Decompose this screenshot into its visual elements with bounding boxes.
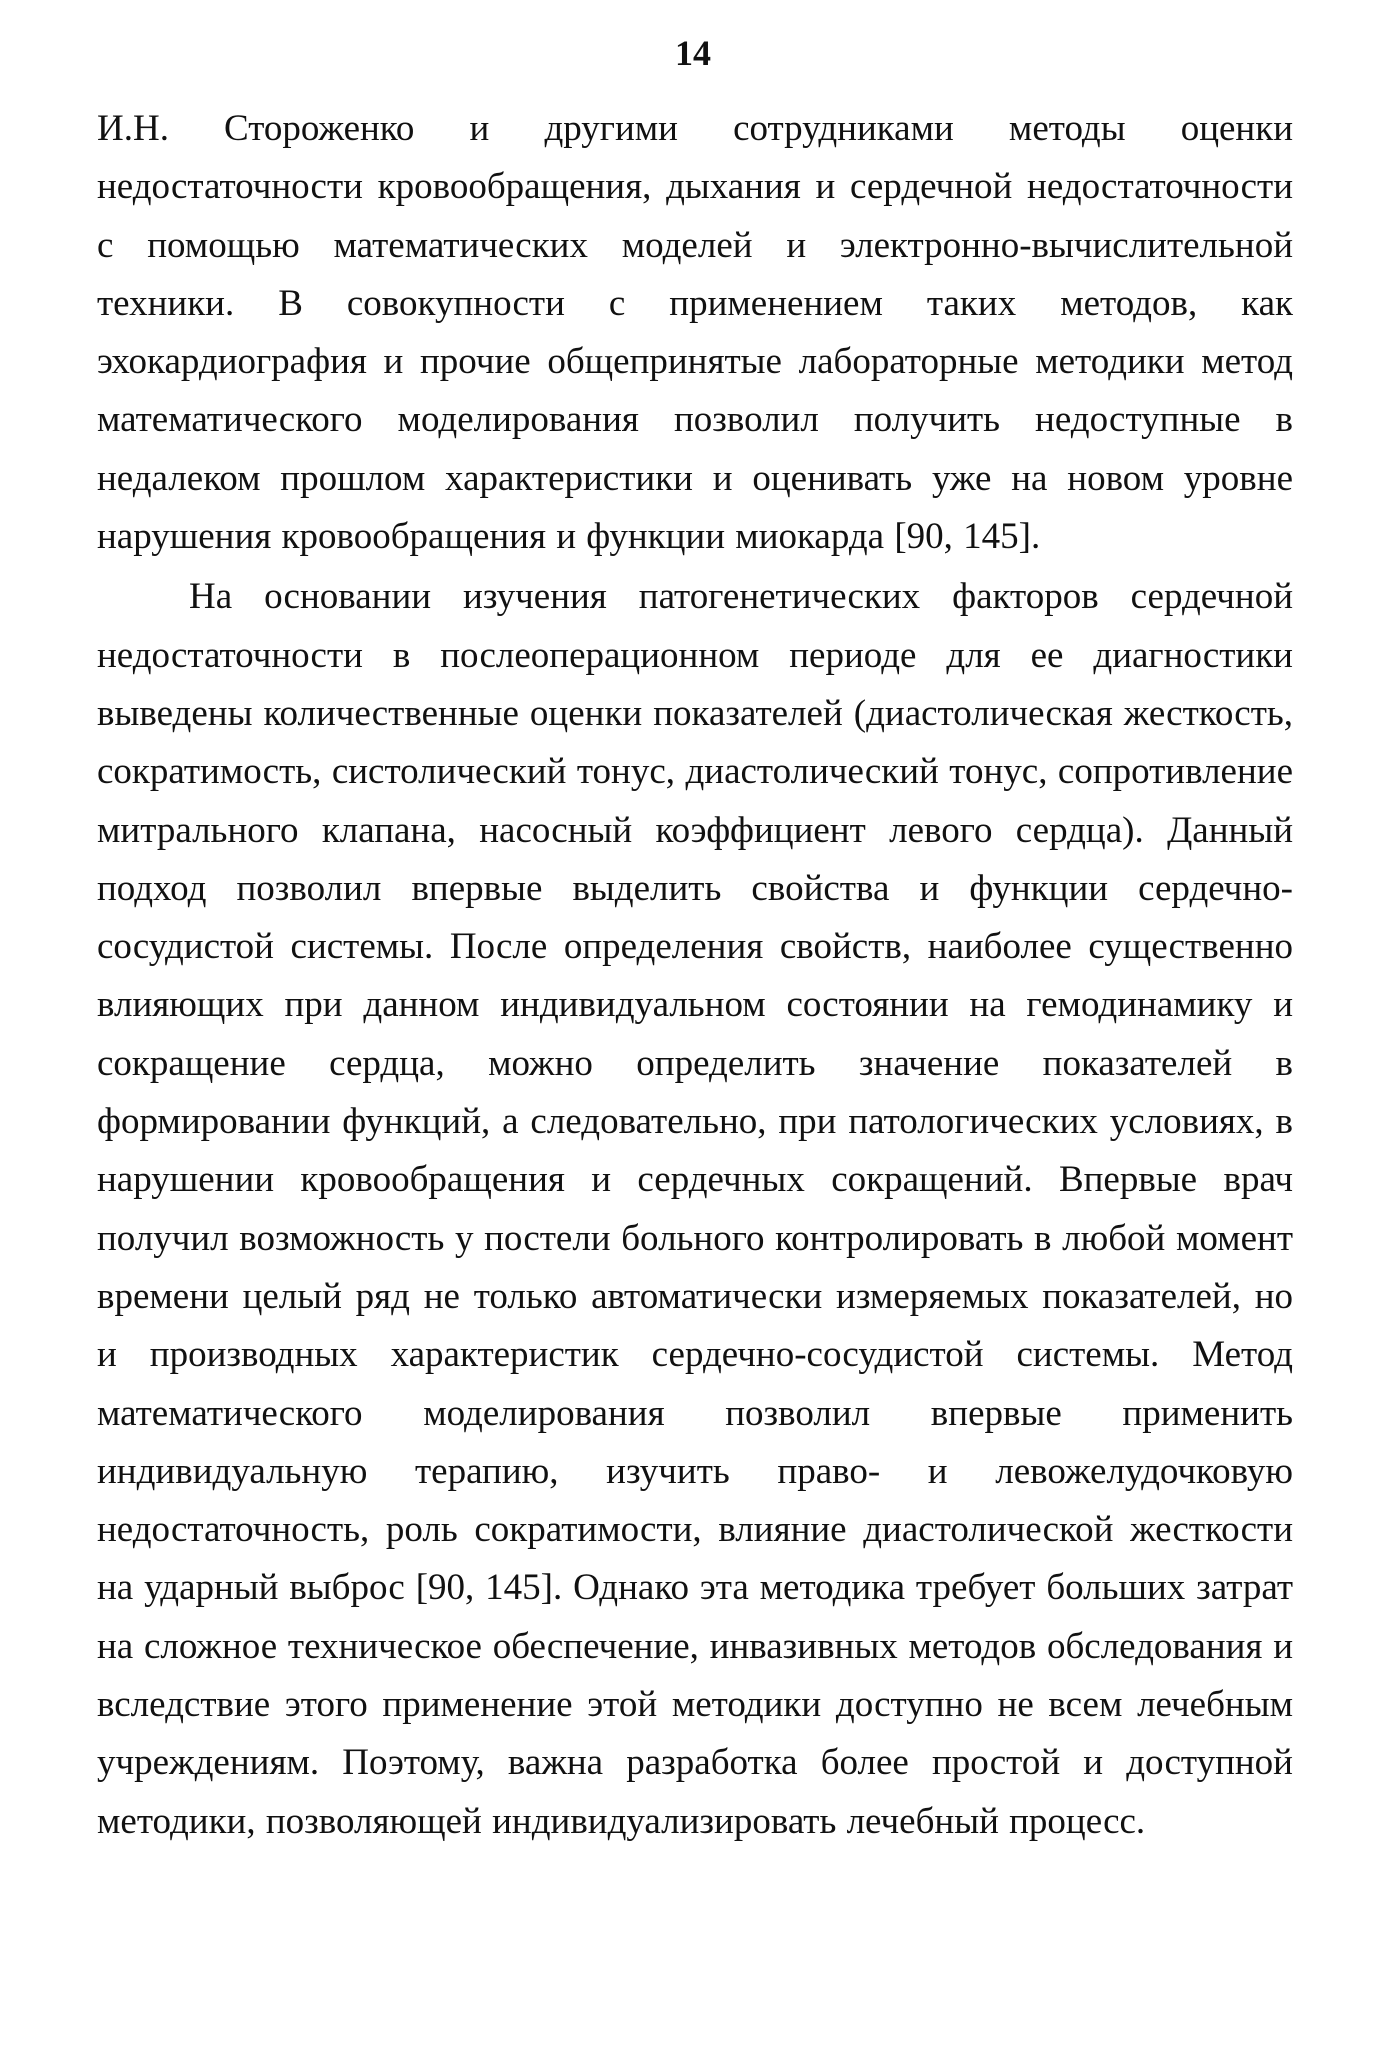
page-number: 14 — [675, 33, 711, 73]
paragraph-1: И.Н. Стороженко и другими сотрудниками методы оценки недостаточности кровообращения, дыхания и сердечной недостаточности с помощью математических моделей и электронно-вычислительной техники. В совокупности с применением таких методов, как эхокардиография и прочие общепринятые лабораторные методики метод математического моделирования позволил получить недоступные в недалеком прошлом характеристики и оценивать уже на новом уровне нарушения кровообращения и функции миокарда [90, 145]. — [97, 108, 1293, 558]
paragraph-2: На основании изучения патогенетических факторов сердечной недостаточности в послеоперационном периоде для ее диагностики выведены количественные оценки показателей (диастолическая жесткость, сократимость, систолический тонус, диастолический тонус, сопротивление митрального клапана, насосный коэффициент левого сердца). Данный подход позволил впервые выделить свойства и функции сердечно-сосудистой системы. После определения свойств, наиболее существенно влияющих при данном индивидуальном состоянии на гемодинамику и сокращение сердца, можно определить значение показателей в формировании функций, а следовательно, при патологических условиях, в нарушении кровообращения и сердечных сокращений. Впервые врач получил возможность у постели больного контролировать в любой момент времени целый ряд не только автоматически измеряемых показателей, но и производных характеристик сердечно-сосудистой системы. Метод математического моделирования позволил впервые применить индивидуальную терапию, изучить право- и левожелудочковую недостаточность, роль сократимости, влияние диастолической жесткости на ударный выброс [90, 145]. Однако эта методика требует больших затрат на сложное техническое обеспечение, инвазивных методов обследования и вследствие этого применение этой методики доступно не всем лечебным учреждениям. Поэтому, важна разработка более простой и доступной методики, позволяющей индивидуализировать лечебный процесс. — [97, 576, 1293, 1842]
body-text — [97, 100, 1293, 1851]
